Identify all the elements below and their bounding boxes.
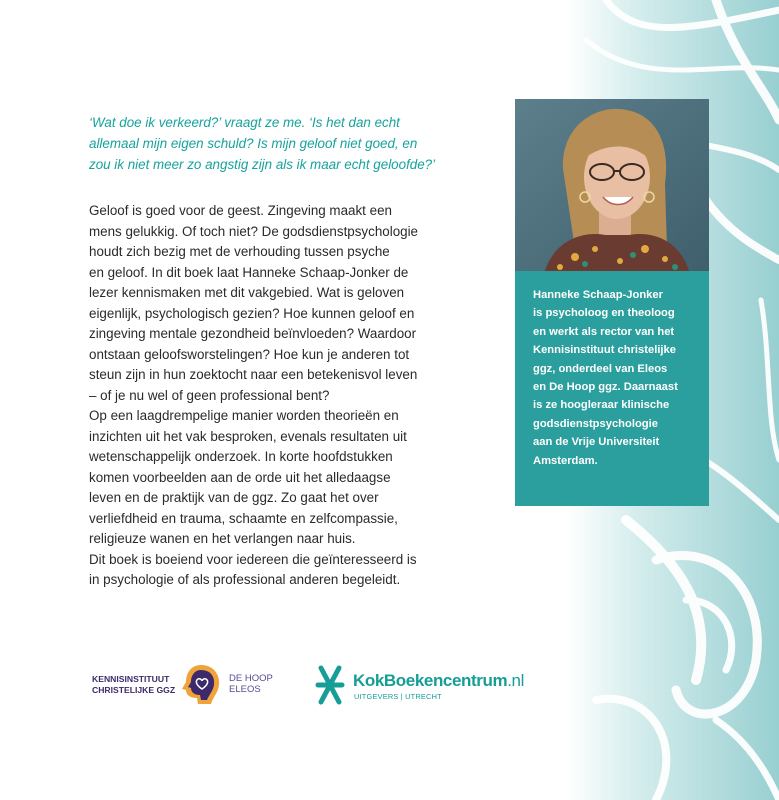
kok-star-icon: [315, 662, 345, 708]
author-card: [515, 99, 709, 506]
pull-quote: [89, 112, 509, 175]
blurb-line: mens gelukkig. Of toch niet? De godsdienstpsychologie: [89, 223, 419, 239]
author-bio: [533, 286, 709, 470]
quote-line: zou ik niet meer zo angstig zijn als ik maar echt geloofde?’: [89, 157, 436, 172]
bio-line: en De Hoop ggz. Daarnaast: [533, 381, 678, 394]
quote-line: allemaal mijn eigen schuld? Is mijn geloof niet goed, en: [89, 136, 418, 151]
kennis-line: CHRISTELIJKE GGZ: [92, 685, 176, 695]
de-hoop-eleos-wordmark: [229, 673, 273, 695]
bio-line: godsdienstpsychologie: [533, 417, 658, 430]
blurb-line: religieuze wanen en het verlangen naar huis.: [89, 531, 356, 546]
blurb-line: eigenlijk, psychologisch gezien? Hoe kunnen geloof en: [89, 305, 415, 321]
blurb-line: ontstaan geloofsworstelingen? Hoe kun je anderen tot: [89, 346, 410, 362]
bio-line: is ze hoogleraar klinische: [533, 399, 670, 412]
bio-line: ggz, onderdeel van Eleos: [533, 362, 668, 375]
quote-line: ‘Wat doe ik verkeerd?’ vraagt ze me. ‘Is het dan echt: [89, 115, 400, 130]
blurb-line: komen voorbeelden aan de orde uit het alledaagse: [89, 469, 391, 485]
blurb-line: – of je nu wel of geen professional bent?: [89, 387, 330, 403]
blurb-line: Geloof is goed voor de geest. Zingeving maakt een: [89, 203, 392, 218]
kok-name-text: KokBoekencentrum: [353, 671, 508, 690]
blurb-line: steun zijn in hun zoektocht naar een betekenisvol leven: [89, 367, 418, 382]
kokboekencentrum-logo: [315, 662, 535, 708]
bio-line: Kennisinstituut christelijke: [533, 344, 676, 357]
blurb-line: in psychologie of als professional anderen begeleidt.: [89, 572, 401, 587]
kokboekencentrum-wordmark: [353, 671, 524, 691]
bio-line: aan de Vrije Universiteit: [533, 436, 660, 449]
blurb-line: verliefdheid en trauma, schaamte en zelfcompassie,: [89, 510, 398, 526]
bio-line: is psycholoog en theoloog: [533, 307, 675, 320]
kennisinstituut-wordmark: [92, 674, 175, 696]
bio-line: Amsterdam.: [533, 454, 598, 467]
blurb-line: Dit boek is boeiend voor iedereen die geïnteresseerd is: [89, 551, 417, 567]
blurb-line: zingeving mentale gezondheid beïnvloeden? Waardoor: [89, 326, 417, 341]
blurb-line: Op een laagdrempelige manier worden theorieën en: [89, 408, 399, 423]
author-photo: [515, 99, 709, 271]
kok-tld: .nl: [507, 671, 524, 690]
blurb-line: en geloof. In dit boek laat Hanneke Schaap-Jonker de: [89, 264, 409, 280]
hoop-line: ELEOS: [229, 684, 261, 695]
kok-subtitle: UITGEVERS | UTRECHT: [354, 692, 442, 701]
blurb-line: wetenschappelijk onderzoek. In korte hoofdstukken: [89, 449, 393, 464]
blurb-line: lezer kennismaken met dit vakgebied. Wat is geloven: [89, 285, 405, 300]
bio-line: en werkt als rector van het: [533, 325, 675, 338]
kennisinstituut-logo: [92, 661, 282, 707]
book-blurb: [89, 201, 469, 591]
kennis-line: KENNISINSTITUUT: [92, 674, 170, 684]
heart-head-emblem-icon: [178, 662, 224, 706]
blurb-line: leven en de praktijk van de ggz. Zo gaat het over: [89, 490, 379, 505]
bio-line: Hanneke Schaap-Jonker: [533, 289, 663, 301]
blurb-line: houdt zich bezig met de verhouding tussen psyche: [89, 244, 390, 259]
hoop-line: DE HOOP: [229, 673, 273, 684]
blurb-line: inzichten uit het vak besproken, evenals resultaten uit: [89, 428, 407, 444]
